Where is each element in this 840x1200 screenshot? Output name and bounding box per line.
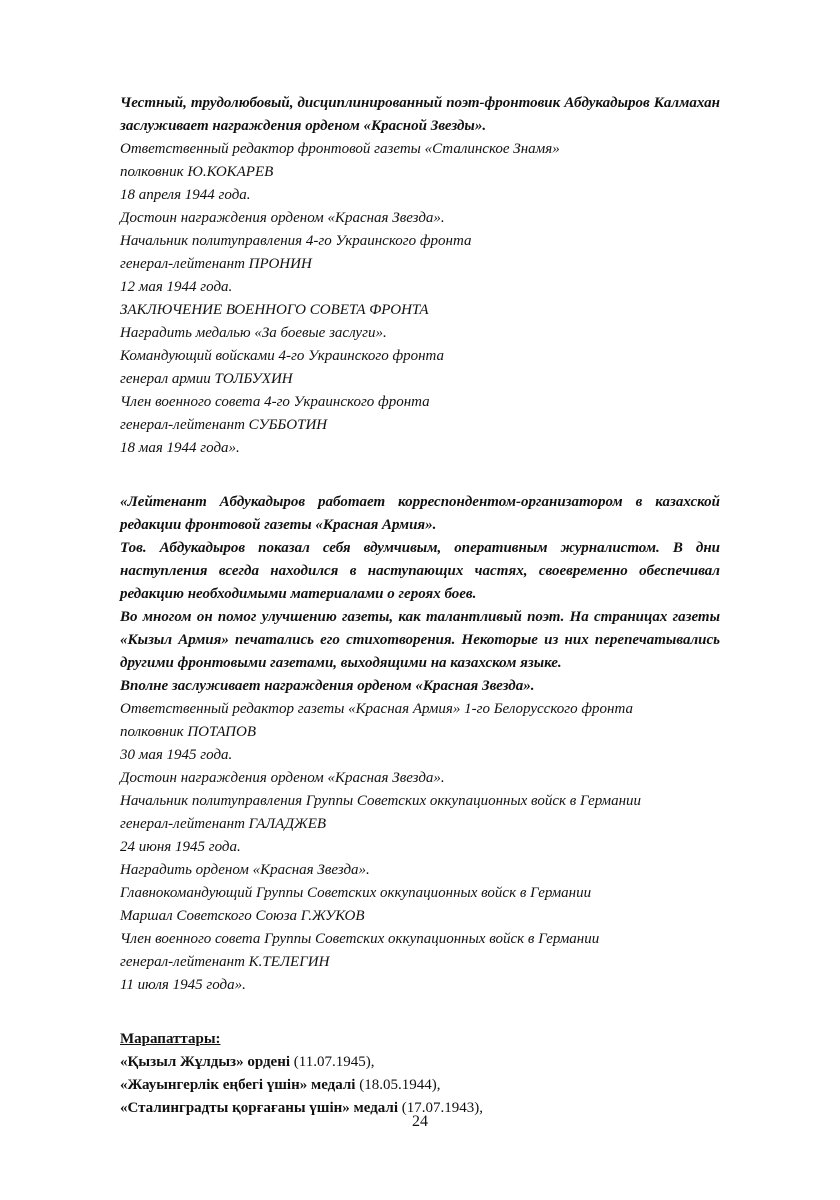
spacer bbox=[120, 483, 720, 491]
signature-line: Маршал Советского Союза Г.ЖУКОВ bbox=[120, 908, 365, 924]
award-date: (11.07.1945), bbox=[290, 1054, 375, 1070]
signature-line: Главнокомандующий Группы Советских оккупационных войск в Германии bbox=[120, 885, 592, 901]
signature-line: Ответственный редактор газеты «Красная Армия» 1-го Белорусского фронта bbox=[120, 701, 633, 717]
signature-line: ЗАКЛЮЧЕНИЕ ВОЕННОГО СОВЕТА ФРОНТА bbox=[120, 302, 429, 318]
award-item bbox=[120, 1051, 720, 1074]
signature-line: 18 мая 1944 года». bbox=[120, 440, 240, 456]
signature-line: генерал армии ТОЛБУХИН bbox=[120, 371, 293, 387]
signature-line: 18 апреля 1944 года. bbox=[120, 187, 251, 203]
signature-line: 30 мая 1945 года. bbox=[120, 747, 233, 763]
signature-line: Член военного совета 4-го Украинского фронта bbox=[120, 394, 430, 410]
signature-line: 24 июня 1945 года. bbox=[120, 839, 241, 855]
signature-line: Ответственный редактор фронтовой газеты «Сталинское Знамя» bbox=[120, 141, 560, 157]
award-name: «Сталинградты қорғағаны үшін» медалі bbox=[120, 1100, 399, 1116]
spacer bbox=[120, 1020, 720, 1028]
paragraph: Во многом он помог улучшению газеты, как талантливый поэт. На страницах газеты «Кызыл Армия» печатались его стихотворения. Некоторые из них перепечатывались другими фронтовыми газетами, выходящими на казахском языке. bbox=[120, 609, 720, 671]
award-date: (17.07.1943), bbox=[398, 1100, 484, 1116]
signature-line: генерал-лейтенант СУББОТИН bbox=[120, 417, 328, 433]
signature-line: генерал-лейтенант ГАЛАДЖЕВ bbox=[120, 816, 327, 832]
signature-line: Начальник политуправления 4-го Украинского фронта bbox=[120, 233, 472, 249]
awards-title: Марапаттары: bbox=[120, 1031, 221, 1047]
signature-line: Наградить орденом «Красная Звезда». bbox=[120, 862, 370, 878]
signature-block-2 bbox=[120, 698, 720, 997]
spacer bbox=[120, 997, 720, 1020]
recommendation-block-2 bbox=[120, 491, 720, 698]
signature-line: полковник ПОТАПОВ bbox=[120, 724, 257, 740]
signature-line: Наградить медалью «За боевые заслуги». bbox=[120, 325, 387, 341]
paragraph-text: Честный, трудолюбовый, дисциплинированный поэт-фронтовик Абдукадыров Калмахан заслуживает награждения орденом «Красной Звезды». bbox=[120, 95, 720, 134]
signature-line: Член военного совета Группы Советских оккупационных войск в Германии bbox=[120, 931, 600, 947]
signature-line: 12 мая 1944 года. bbox=[120, 279, 233, 295]
paragraph-recommendation-1 bbox=[120, 92, 720, 138]
awards-section bbox=[120, 1028, 720, 1120]
award-name: «Қызыл Жұлдыз» ордені bbox=[120, 1054, 291, 1070]
signature-block-1 bbox=[120, 138, 720, 460]
signature-line: генерал-лейтенант К.ТЕЛЕГИН bbox=[120, 954, 330, 970]
paragraph: «Лейтенант Абдукадыров работает корреспондентом-организатором в казахской редакции фронтовой газеты «Красная Армия». bbox=[120, 494, 720, 533]
award-date: (18.05.1944), bbox=[355, 1077, 441, 1093]
award-item bbox=[120, 1074, 720, 1097]
signature-line: полковник Ю.КОКАРЕВ bbox=[120, 164, 274, 180]
spacer bbox=[120, 460, 720, 483]
signature-line: генерал-лейтенант ПРОНИН bbox=[120, 256, 312, 272]
signature-line: Командующий войсками 4-го Украинского фронта bbox=[120, 348, 445, 364]
page-number: 24 bbox=[412, 1113, 428, 1130]
award-name: «Жауынгерлік еңбегі үшін» медалі bbox=[120, 1077, 356, 1093]
paragraph: Тов. Абдукадыров показал себя вдумчивым, оперативным журналистом. В дни наступления всегда находился в наступающих частях, своевременно обеспечивал редакцию необходимыми материалами о героях боев. bbox=[120, 540, 720, 602]
signature-line: Начальник политуправления Группы Советских оккупационных войск в Германии bbox=[120, 793, 642, 809]
signature-line: Достоин награждения орденом «Красная Звезда». bbox=[120, 210, 445, 226]
paragraph: Вполне заслуживает награждения орденом «Красная Звезда». bbox=[120, 678, 535, 694]
signature-line: Достоин награждения орденом «Красная Звезда». bbox=[120, 770, 445, 786]
document-page bbox=[120, 92, 720, 1120]
signature-line: 11 июля 1945 года». bbox=[120, 977, 246, 993]
